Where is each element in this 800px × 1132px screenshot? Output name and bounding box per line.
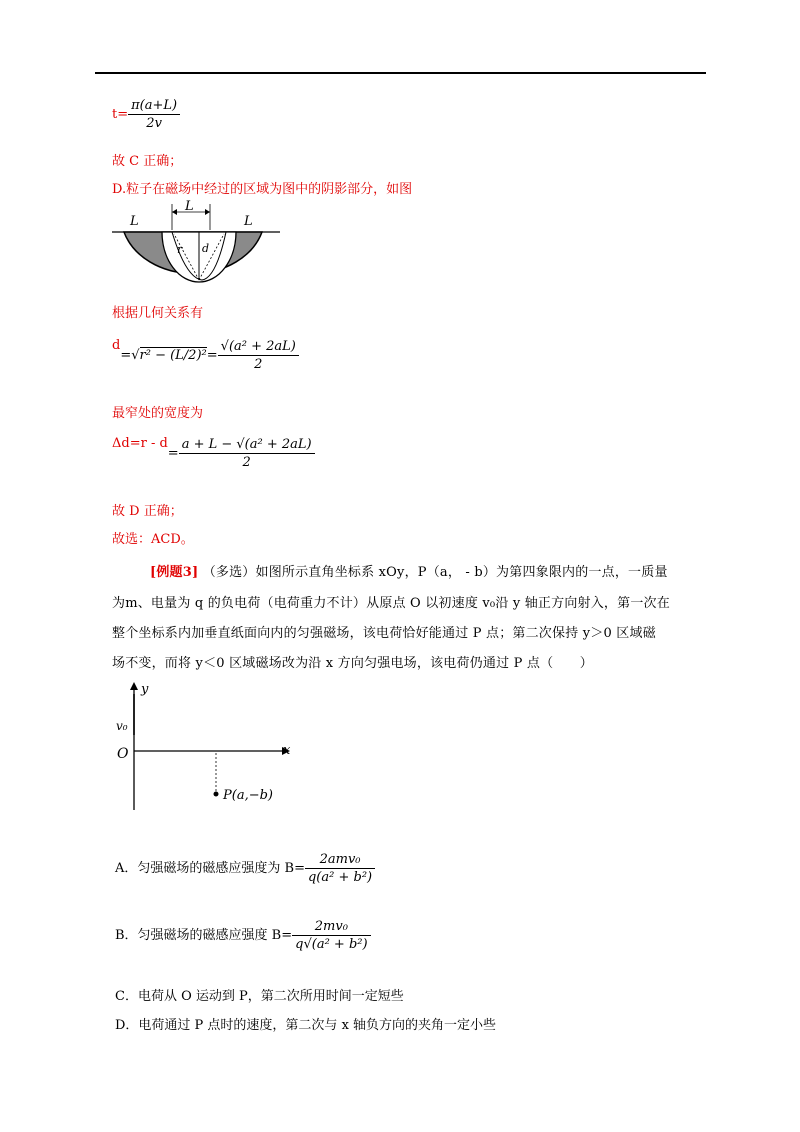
question-line-4: 场不变，而将 y＜0 区域磁场改为沿 x 方向匀强电场，该电荷仍通过 P 点（ ） xyxy=(112,656,593,671)
d-eq-sign: = xyxy=(206,348,218,363)
d-lhs: d xyxy=(112,338,121,353)
v0-label: v₀ xyxy=(116,719,128,733)
option-c: C．电荷从 O 运动到 P，第二次所用时间一定短些 xyxy=(115,989,404,1004)
option-a xyxy=(115,851,375,886)
header-rule xyxy=(95,72,706,74)
d-radicand: r² − (L/2)² xyxy=(139,348,207,363)
label-mid-L: L xyxy=(185,200,194,214)
geometry-note: 根据几何关系有 xyxy=(112,306,204,321)
dd-numerator: a + L − √(a² + 2aL) xyxy=(179,436,315,454)
option-a-text: A．匀强磁场的磁感应强度为 B xyxy=(115,861,295,876)
narrowest-note: 最窄处的宽度为 xyxy=(112,406,204,421)
option-a-eq: = xyxy=(294,861,305,876)
question-text-1: （多选）如图所示直角坐标系 xOy，P（a， - b）为第四象限内的一点，一质量 xyxy=(202,565,668,580)
t-numerator: π(a+L) xyxy=(128,97,180,115)
t-fraction xyxy=(128,97,180,132)
question-line-2: 为m、电量为 q 的负电荷（电荷重力不计）从原点 O 以初速度 v₀沿 y 轴正方向射入，第一次在 xyxy=(112,596,670,611)
d-numerator: √(a² + 2aL) xyxy=(218,338,299,356)
dd-eq-sign: = xyxy=(167,446,179,461)
option-d: D．电荷通过 P 点时的速度，第二次与 x 轴负方向的夹角一定小些 xyxy=(115,1018,497,1033)
option-b-denominator: q√(a² + b²) xyxy=(295,937,368,952)
question-line-1 xyxy=(150,561,668,580)
label-d: d xyxy=(202,242,210,255)
c-correct: 故 C 正确； xyxy=(112,154,183,169)
choose-answer: 故选：ACD。 xyxy=(112,532,194,547)
option-b-text: B．匀强磁场的磁感应强度 B xyxy=(115,928,282,943)
option-a-fraction xyxy=(305,851,375,886)
coordinate-figure xyxy=(112,678,302,813)
point-p-label: P(a,−b) xyxy=(223,788,273,803)
t-denominator: 2v xyxy=(146,116,162,131)
dd-lhs: Δd=r - d xyxy=(112,436,168,451)
question-line-3: 整个坐标系内加垂直纸面向内的匀强磁场，该电荷恰好能通过 P 点；第二次保持 y＞0 区域磁 xyxy=(112,626,656,641)
option-b xyxy=(115,918,371,953)
origin-label: O xyxy=(117,746,129,762)
option-b-eq: = xyxy=(281,928,293,943)
d-equation: d=√r² − (L/2)²= $\frac{\text{√(a² + 2aL)}}{2}$ xyxy=(112,338,299,373)
dd-denominator: 2 xyxy=(242,455,251,470)
d-correct: 故 D 正确； xyxy=(112,504,183,519)
d-intro: D.粒子在磁场中经过的区域为图中的阴影部分，如图 xyxy=(112,182,413,197)
shaded-region-diagram xyxy=(112,200,282,295)
option-b-numerator: 2mv₀ xyxy=(292,918,370,936)
label-right-L: L xyxy=(244,214,253,229)
dd-equation xyxy=(112,436,315,471)
t-equation xyxy=(112,97,180,132)
axis-y-label: y xyxy=(141,682,149,697)
label-r: r xyxy=(177,243,183,256)
t-lhs: t= xyxy=(112,107,129,122)
option-a-numerator: 2amv₀ xyxy=(305,851,375,869)
d-denominator: 2 xyxy=(254,357,263,372)
dd-fraction xyxy=(179,436,315,471)
axis-x-label: x xyxy=(283,743,291,758)
example-label: [例题3] xyxy=(150,565,199,580)
d-fraction xyxy=(218,338,299,373)
option-b-fraction xyxy=(292,918,370,953)
option-a-denominator: q(a² + b²) xyxy=(307,870,373,885)
label-left-L: L xyxy=(130,214,139,229)
